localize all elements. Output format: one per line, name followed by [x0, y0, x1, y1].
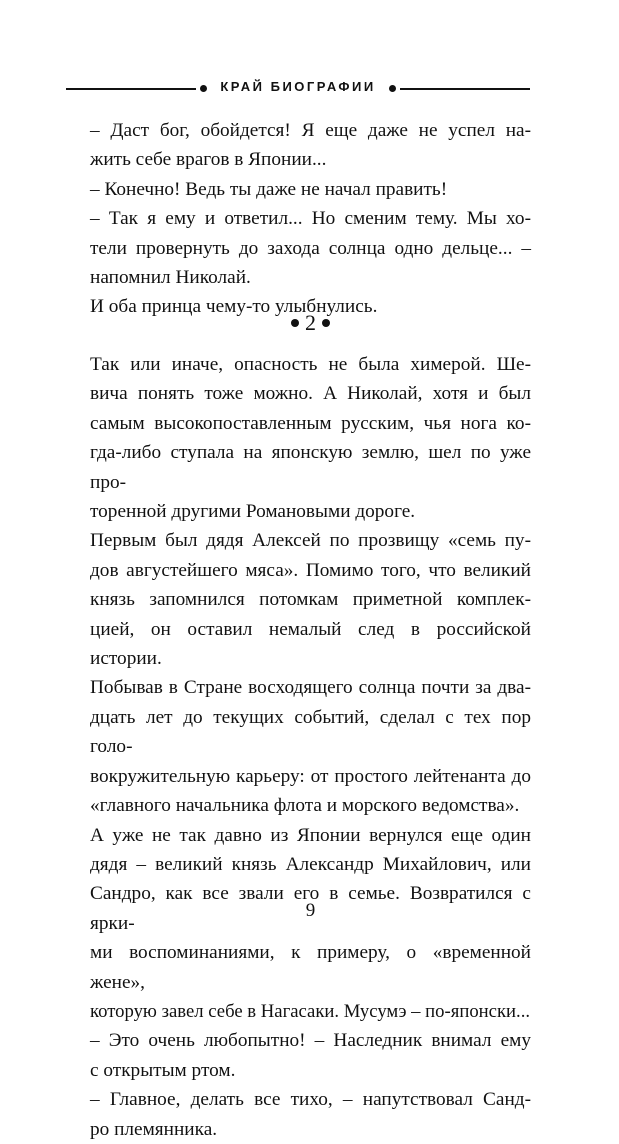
text-block-2 [90, 350, 531, 1144]
text-line: самым высокопоставленным русским, чья нога ко- [90, 412, 531, 434]
paragraph [90, 204, 531, 292]
text-line: которую завел себе в Нагасаки. Мусумэ – по-японски... [90, 1000, 531, 1022]
text-block-1 [90, 116, 531, 322]
text-line: Так или иначе, опасность не была химерой. Ше- [90, 354, 531, 375]
text-line: тели провернуть до захода солнца одно дельце... – [90, 237, 531, 259]
header-rule-right [400, 88, 530, 90]
text-line: – Даст бог, обойдется! Я еще даже не успел на- [90, 120, 531, 141]
text-line: ми воспоминаниями, к примеру, о «временной жене», [90, 942, 531, 993]
text-line: вича понять тоже можно. А Николай, хотя и был [90, 383, 531, 405]
text-line: с открытым ртом. [90, 1059, 236, 1081]
page-number: 9 [305, 900, 316, 921]
text-line: цией, он оставил немалый след в российской истории. [90, 618, 531, 670]
text-line: князь запомнился потомкам приметной комплек- [90, 589, 531, 611]
text-line: дядя – великий князь Александр Михайлович, или [90, 853, 531, 875]
chapter-bullet-right [322, 319, 330, 327]
text-line: торенной другими Романовыми дороге. [90, 501, 416, 523]
paragraph [90, 526, 531, 820]
text-line: ро племянника. [90, 1118, 218, 1140]
header-bullet-right [389, 85, 396, 92]
running-header [66, 78, 530, 100]
text-line: жить себе врагов в Японии... [90, 149, 327, 171]
chapter-heading [90, 310, 531, 336]
text-line: напомнил Николай. [90, 267, 251, 289]
text-line: А уже не так давно из Японии вернулся еще один [90, 824, 531, 846]
paragraph [90, 116, 531, 175]
text-line: – Так я ему и ответил... Но сменим тему. Мы хо- [90, 208, 531, 230]
text-line: Первым был дядя Алексей по прозвищу «семь пу- [90, 530, 531, 552]
paragraph [90, 175, 531, 204]
text-line: вокружительную карьеру: от простого лейтенанта до [90, 765, 531, 787]
text-line: дцать лет до текущих событий, сделал с тех пор голо- [90, 706, 531, 758]
text-line: – Это очень любопытно! – Наследник внимал ему [90, 1030, 531, 1052]
text-line: – Главное, делать все тихо, – напутствовал Санд- [90, 1089, 531, 1111]
paragraph [90, 350, 531, 526]
header-rule-left [66, 88, 196, 90]
paragraph [90, 1026, 531, 1085]
text-line: Сандро, как все звали его в семье. Возвратился с ярки- [90, 883, 531, 934]
text-line: И оба принца чему-то улыбнулись. [90, 296, 378, 318]
paragraph [90, 821, 531, 1027]
text-line: гда-либо ступала на японскую землю, шел по уже про- [90, 442, 531, 493]
header-title: КРАЙ БИОГРАФИИ [220, 79, 376, 94]
text-line: дов августейшего мяса». Помимо того, что великий [90, 559, 531, 581]
text-line: – Конечно! Ведь ты даже не начал править! [90, 178, 448, 200]
chapter-number: 2 [305, 310, 316, 335]
paragraph [90, 1085, 531, 1144]
text-line: «главного начальника флота и морского ведомства». [90, 795, 520, 817]
chapter-bullet-left [291, 319, 299, 327]
text-line: Побывав в Стране восходящего солнца почти за два- [90, 677, 531, 699]
header-bullet-left [200, 85, 207, 92]
